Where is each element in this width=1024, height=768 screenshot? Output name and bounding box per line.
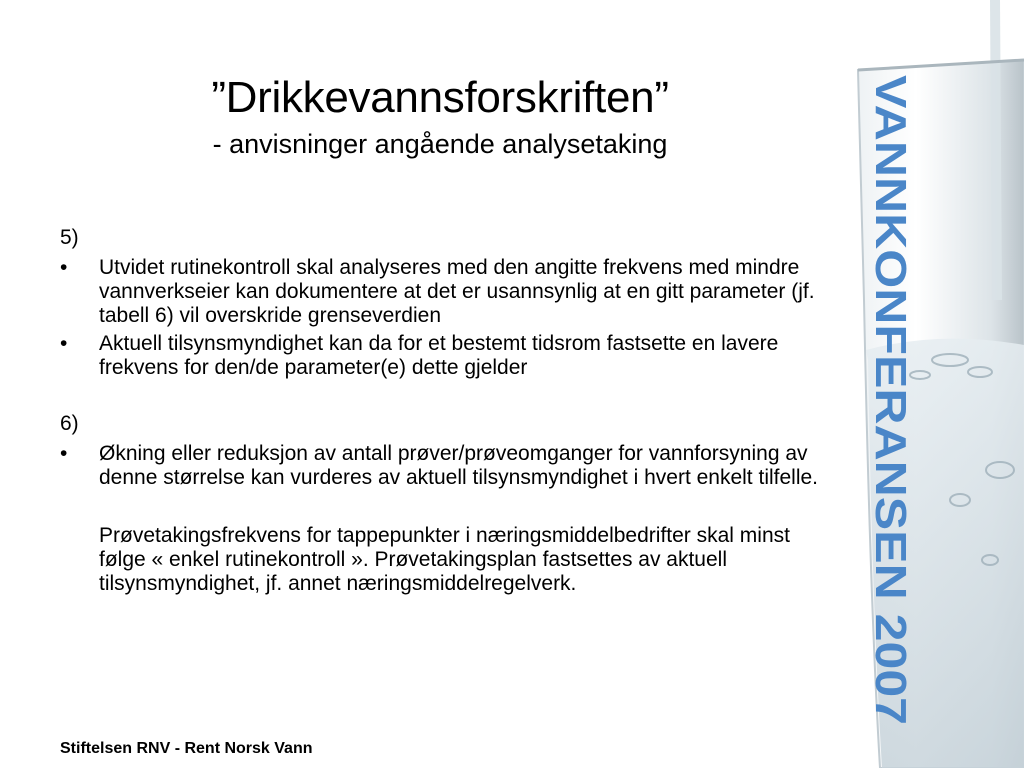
bullet-marker: •: [60, 442, 68, 465]
slide-body: [60, 226, 830, 596]
body-paragraph: Prøvetakingsfrekvens for tappepunkter i næringsmiddelbedrifter skal minst følge « enkel rutinekontroll ». Prøvetakingsplan fastsettes av aktuell tilsynsmyndighet, jf. annet næringsmiddelregelverk.: [99, 524, 790, 595]
bullet-text: Aktuell tilsynsmyndighet kan da for et bestemt tidsrom fastsette en lavere frekvens for den/de parameter(e) dette gjelder: [99, 332, 779, 379]
bullet-item: [60, 442, 830, 490]
bullet-text: Økning eller reduksjon av antall prøver/prøveomganger for vannforsyning av denne størrelse kan vurderes av aktuell tilsynsmyndighet i hvert enkelt tilfelle.: [99, 442, 819, 489]
svg-text:VANNKONFERANSEN 2007: VANNKONFERANSEN 2007: [866, 75, 915, 647]
footer-text: Stiftelsen RNV - Rent Norsk Vann: [60, 740, 313, 757]
conference-logo: [858, 70, 918, 730]
section-label-5: 5): [60, 226, 79, 249]
bullet-text: Utvidet rutinekontroll skal analyseres med den angitte frekvens med mindre vannverkseier kan dokumentere at det er usannsynlig at en gitt parameter (jf. tabell 6) vil overskride grenseverdien: [99, 256, 815, 327]
spacer: [60, 384, 830, 412]
slide-title: ”Drikkevannsforskriften”: [211, 73, 669, 122]
title-block: [40, 72, 840, 160]
section-label-6: 6): [60, 412, 79, 435]
bullet-marker: •: [60, 256, 68, 279]
bullet-item: [60, 332, 830, 380]
bullet-item: [60, 256, 830, 328]
bullet-marker: •: [60, 332, 68, 355]
slide-subtitle: - anvisninger angående analysetaking: [212, 129, 668, 159]
